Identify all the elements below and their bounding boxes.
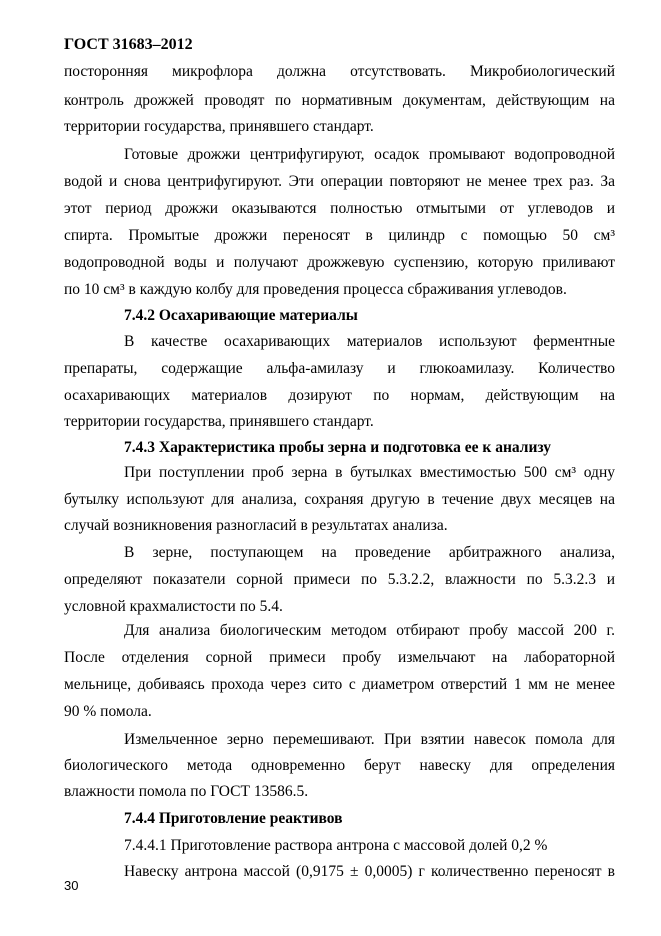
text-line: 7.4.4.1 Приготовление раствора антрона с массовой долей 0,2 % — [124, 837, 548, 854]
text-line: условной крахмалистости по 5.4. — [64, 598, 283, 615]
text-line: территории государства, принявшего стандарт. — [64, 413, 374, 430]
text-line: Навеску антрона массой (0,9175 ± 0,0005) г количественно переносят в — [124, 863, 615, 880]
text-line: по 10 см³ в каждую колбу для проведения процесса сбраживания углеводов. — [64, 281, 567, 298]
text-line: Для анализа биологическим методом отбирают пробу массой 200 г. — [124, 622, 615, 639]
text-line: препараты, содержащие альфа-амилазу и глюкоамилазу. Количество — [64, 360, 615, 377]
text-line: После отделения сорной примеси пробу измельчают на лабораторной — [64, 649, 615, 666]
document-header: ГОСТ 31683–2012 — [64, 36, 193, 53]
text-line: биологического метода одновременно берут навеску для определения — [64, 757, 615, 774]
text-line: водопроводной воды и получают дрожжевую суспензию, которую приливают — [64, 254, 615, 271]
text-line: этот период дрожжи оказываются полностью отмытыми от углеводов и — [64, 200, 615, 217]
text-line: В качестве осахаривающих материалов используют ферментные — [124, 333, 615, 350]
text-line: В зерне, поступающем на проведение арбитражного анализа, — [124, 544, 615, 561]
section-heading: 7.4.2 Осахаривающие материалы — [124, 307, 358, 324]
page-number: 30 — [64, 878, 79, 893]
text-line: мельнице, добиваясь прохода через сито с диаметром отверстий 1 мм не менее — [64, 676, 615, 693]
section-heading: 7.4.3 Характеристика пробы зерна и подготовка ее к анализу — [124, 439, 552, 456]
text-line: контроль дрожжей проводят по нормативным документам, действующим на — [64, 92, 615, 109]
text-line: водой и снова центрифугируют. Эти операции повторяют не менее трех раз. За — [64, 173, 615, 190]
text-line: бутылку используют для анализа, сохраняя другую в течение двух месяцев на — [64, 491, 615, 508]
text-line: посторонняя микрофлора должна отсутствовать. Микробиологический — [64, 63, 615, 80]
text-line: спирта. Промытые дрожжи переносят в цилиндр с помощью 50 см³ — [64, 227, 615, 244]
section-heading: 7.4.4 Приготовление реактивов — [124, 810, 343, 827]
text-line: определяют показатели сорной примеси по 5.3.2.2, влажности по 5.3.2.3 и — [64, 571, 615, 588]
text-line: влажности помола по ГОСТ 13586.5. — [64, 783, 309, 800]
text-line: Готовые дрожжи центрифугируют, осадок промывают водопроводной — [124, 146, 615, 163]
text-line: При поступлении проб зерна в бутылках вместимостью 500 см³ одну — [124, 464, 615, 481]
text-line: территории государства, принявшего стандарт. — [64, 118, 374, 135]
text-line: Измельченное зерно перемешивают. При взятии навесок помола для — [124, 731, 615, 748]
text-line: 90 % помола. — [64, 703, 152, 720]
text-line: случай возникновения разногласий в результатах анализа. — [64, 517, 448, 534]
text-line: осахаривающих материалов дозируют по нормам, действующим на — [64, 387, 615, 404]
